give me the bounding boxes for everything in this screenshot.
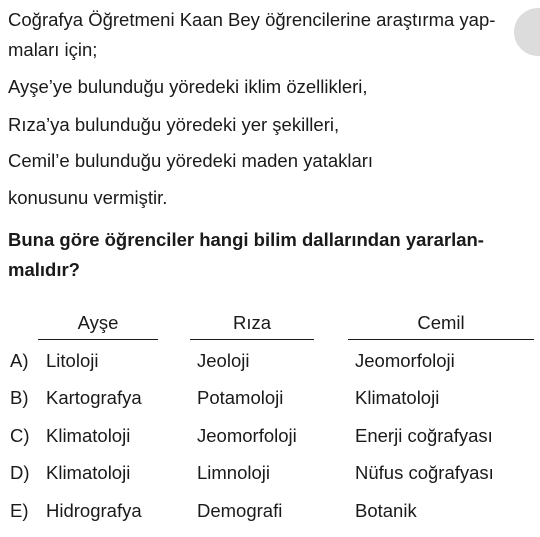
option-e-riza: Demografi xyxy=(197,500,283,521)
option-e-ayse: Hidrografya xyxy=(46,500,142,521)
option-b-riza: Potamoloji xyxy=(197,387,284,408)
question-prompt-line-1: Buna göre öğrenciler hangi bilim dallarından yararlan- xyxy=(8,229,484,250)
question-line-2: maları için; xyxy=(8,39,98,60)
option-letter-a[interactable]: A) xyxy=(10,350,29,371)
option-b-ayse: Kartografya xyxy=(46,387,142,408)
corner-decoration xyxy=(514,8,540,56)
option-letter-c[interactable]: C) xyxy=(10,425,30,446)
question-line-6: konusunu vermiştir. xyxy=(8,187,168,208)
column-rule-riza xyxy=(190,339,314,340)
column-rule-ayse xyxy=(38,339,158,340)
question-line-3: Ayşe’ye bulunduğu yöredeki iklim özellikleri, xyxy=(8,76,368,97)
option-d-riza: Limnoloji xyxy=(197,462,271,483)
column-header-riza: Rıza xyxy=(232,312,272,333)
column-header-ayse: Ayşe xyxy=(77,312,119,333)
option-d-ayse: Klimatoloji xyxy=(46,462,131,483)
option-letter-e[interactable]: E) xyxy=(10,500,29,521)
option-b-cemil: Klimatoloji xyxy=(355,387,440,408)
option-e-cemil: Botanik xyxy=(355,500,417,521)
option-c-cemil: Enerji coğrafyası xyxy=(355,425,493,446)
option-c-ayse: Klimatoloji xyxy=(46,425,131,446)
option-a-riza: Jeoloji xyxy=(197,350,250,371)
option-d-cemil: Nüfus coğrafyası xyxy=(355,462,494,483)
column-header-cemil: Cemil xyxy=(417,312,465,333)
question-prompt-line-2: malıdır? xyxy=(8,259,80,280)
question-line-5: Cemil’e bulunduğu yöredeki maden yatakları xyxy=(8,150,374,171)
option-c-riza: Jeomorfoloji xyxy=(197,425,297,446)
column-rule-cemil xyxy=(348,339,534,340)
question-line-1: Coğrafya Öğretmeni Kaan Bey öğrencilerine araştırma yap- xyxy=(8,9,496,30)
option-letter-d[interactable]: D) xyxy=(10,462,30,483)
option-a-cemil: Jeomorfoloji xyxy=(355,350,455,371)
option-letter-b[interactable]: B) xyxy=(10,387,29,408)
option-a-ayse: Litoloji xyxy=(46,350,99,371)
question-line-4: Rıza’ya bulunduğu yöredeki yer şekilleri, xyxy=(8,114,340,135)
